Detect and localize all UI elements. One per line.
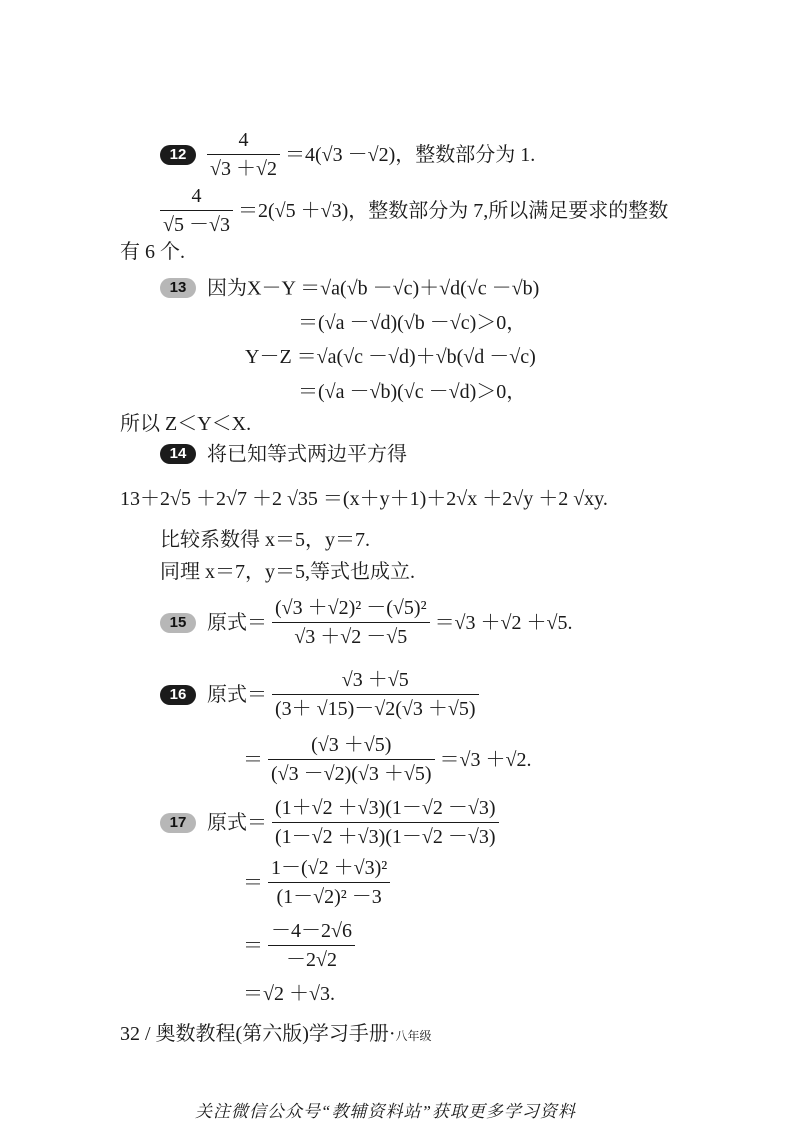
p13-line3: Y－Z ＝√a(√c －√d)＋√b(√d －√c) — [245, 346, 536, 368]
p14-line1 — [160, 443, 407, 464]
equation-rest: ＝√3 ＋√2 ＋√5. — [434, 612, 573, 634]
p13-line1 — [160, 277, 539, 298]
fraction — [268, 856, 390, 910]
denominator: －2√2 — [286, 949, 337, 971]
problem-badge-15: 15 — [160, 613, 196, 633]
p17-line4: ＝√2 ＋√3. — [243, 983, 335, 1005]
footer-text: 32 / 奥数教程(第六版)学习手册· — [120, 1023, 396, 1045]
p16-line2 — [243, 733, 532, 787]
problem-badge-16: 16 — [160, 685, 196, 705]
lead-text: 原式＝ — [207, 612, 267, 634]
equals-sign: ＝ — [243, 935, 263, 957]
equals-sign: ＝ — [243, 749, 263, 771]
numerator: 4 — [207, 128, 280, 155]
p12-line3: 有 6 个. — [120, 241, 185, 263]
fraction — [207, 128, 280, 182]
lead-text: 原式＝ — [207, 684, 267, 706]
numerator: (1＋√2 ＋√3)(1－√2 －√3) — [272, 796, 499, 823]
p13-line2: ＝(√a －√d)(√b －√c)＞0， — [298, 312, 527, 334]
p13-line4: ＝(√a －√b)(√c －√d)＞0， — [298, 381, 527, 403]
equation-rest: ＝4(√3 －√2)，整数部分为 1. — [284, 144, 536, 166]
equation-rest: ＝√3 ＋√2. — [439, 749, 532, 771]
numerator: －4－2√6 — [268, 919, 355, 946]
numerator: √3 ＋√5 — [272, 668, 479, 695]
denominator: (1－√2)² －3 — [276, 886, 382, 908]
problem-badge-14: 14 — [160, 444, 196, 464]
p12-line1 — [160, 128, 535, 182]
watermark-text: 关注微信公众号“教辅资料站”获取更多学习资料 — [195, 1102, 576, 1121]
denominator: √3 ＋√2 — [210, 158, 277, 180]
fraction — [160, 184, 233, 238]
fraction — [272, 796, 499, 850]
fraction — [268, 919, 355, 973]
p17-line3 — [243, 919, 355, 973]
footer-grade: 八年级 — [395, 1029, 432, 1043]
p16-line1 — [160, 668, 479, 722]
p17-line2 — [243, 856, 390, 910]
p14-line3: 比较系数得 x＝5，y＝7. — [160, 529, 370, 551]
numerator: 4 — [160, 184, 233, 211]
p17-line1 — [160, 796, 499, 850]
numerator: (√3 ＋√5) — [268, 733, 435, 760]
p14-line2: 13＋2√5 ＋2√7 ＋2 √35 ＝(x＋y＋1)＋2√x ＋2√y ＋2 √xy. — [120, 488, 608, 510]
denominator: (3＋ √15)－√2(√3 ＋√5) — [275, 698, 476, 720]
denominator: √3 ＋√2 －√5 — [294, 626, 408, 648]
lead-text: 原式＝ — [207, 812, 267, 834]
fraction — [272, 668, 479, 722]
p15-line1 — [160, 596, 573, 650]
statement-text: 将已知等式两边平方得 — [207, 443, 407, 466]
equals-sign: ＝ — [243, 872, 263, 894]
p13-line5: 所以 Z＜Y＜X. — [120, 413, 252, 435]
problem-badge-12: 12 — [160, 145, 196, 165]
p14-line4: 同理 x＝7，y＝5,等式也成立. — [160, 561, 415, 583]
equation-text: 因为X－Y ＝√a(√b －√c)＋√d(√c －√b) — [207, 277, 540, 300]
problem-badge-13: 13 — [160, 278, 196, 298]
problem-badge-17: 17 — [160, 813, 196, 833]
fraction — [268, 733, 435, 787]
page-footer — [120, 1017, 432, 1046]
p12-line2 — [160, 184, 668, 238]
denominator: (√3 －√2)(√3 ＋√5) — [271, 763, 432, 785]
denominator: √5 －√3 — [163, 214, 230, 236]
numerator: (√3 ＋√2)² －(√5)² — [272, 596, 430, 623]
numerator: 1－(√2 ＋√3)² — [268, 856, 390, 883]
fraction — [272, 596, 430, 650]
equation-rest: ＝2(√5 ＋√3)，整数部分为 7,所以满足要求的整数 — [237, 200, 669, 222]
denominator: (1－√2 ＋√3)(1－√2 －√3) — [275, 826, 496, 848]
